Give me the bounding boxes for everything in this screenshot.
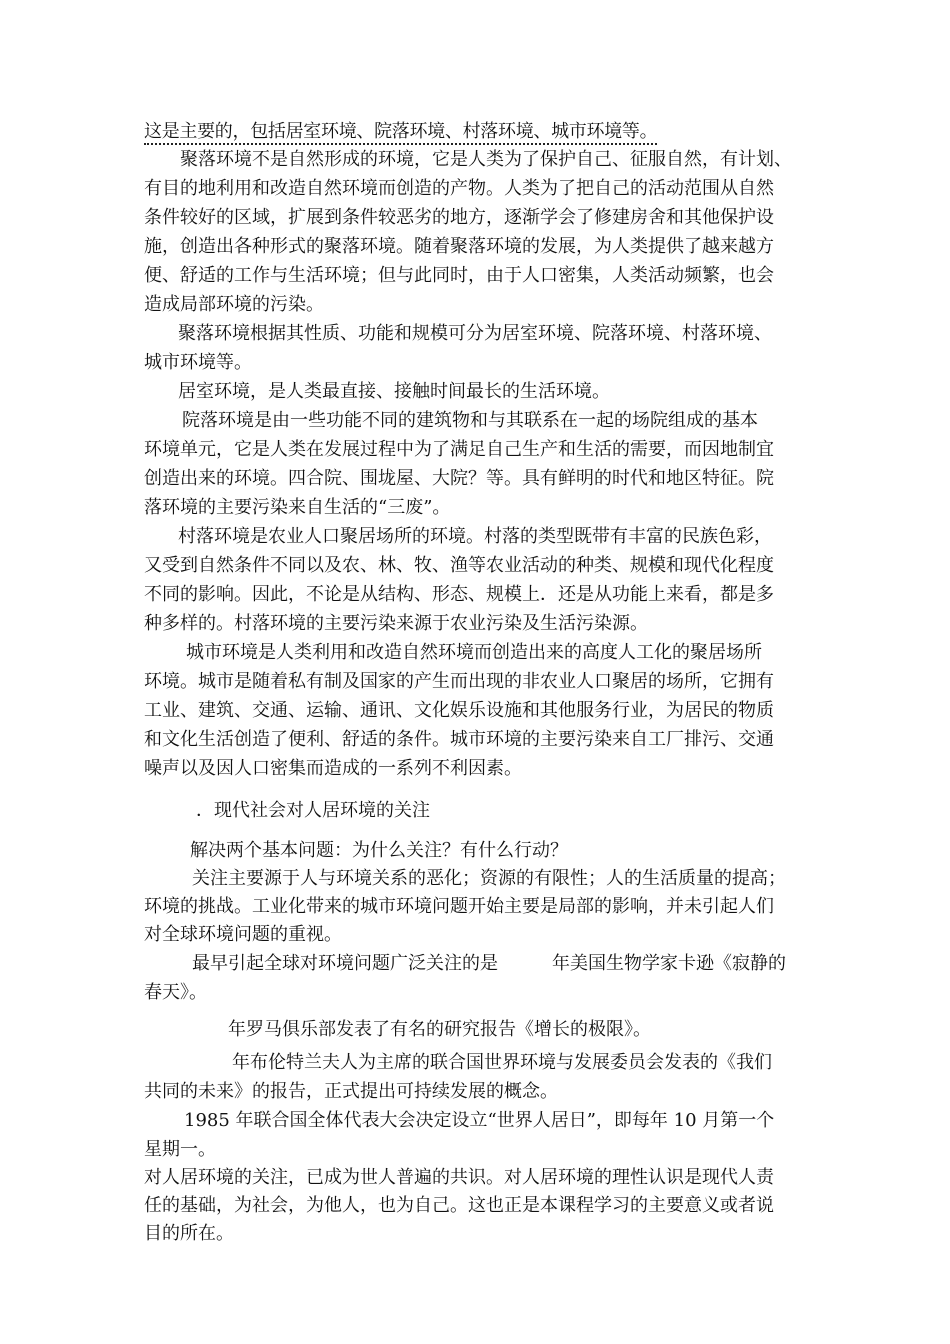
text-line: 环境。城市是随着私有制及国家的产生而出现的非农业人口聚居的场所，它拥有 [144, 671, 774, 692]
text-line: 目的所在。 [144, 1223, 234, 1244]
text-line: 又受到自然条件不同以及农、林、牧、渔等农业活动的种类、规模和现代化程度 [144, 555, 774, 576]
text-line: 城市环境是人类利用和改造自然环境而创造出来的高度人工化的聚居场所 [186, 642, 762, 663]
text-line: 春天》。 [144, 982, 207, 1003]
text-line: 造成局部环境的污染。 [144, 294, 324, 315]
text-line: 对人居环境的关注，已成为世人普遍的共识。对人居环境的理性认识是现代人责 [144, 1167, 774, 1188]
text-line [144, 120, 950, 144]
text-line: 共同的未来》的报告，正式提出可持续发展的概念。 [144, 1081, 558, 1102]
text-line: 创造出来的环境。四合院、围垅屋、大院？等。具有鲜明的时代和地区特征。院 [144, 468, 774, 489]
text-line: 工业、建筑、交通、运输、通讯、文化娱乐设施和其他服务行业，为居民的物质 [144, 700, 774, 721]
text-line: 1985 年联合国全体代表大会决定设立“世界人居日”，即每年 10 月第一个 [184, 1110, 775, 1131]
text-line: 年罗马俱乐部发表了有名的研究报告《增长的极限》。 [228, 1019, 651, 1040]
text-line: 院落环境是由一些功能不同的建筑物和与其联系在一起的场院组成的基本 [182, 410, 758, 431]
dotted-underlined-text: 这是主要的，包括居室环境、院落环境、村落环境、城市环境等。 [144, 121, 657, 145]
text-line: 居室环境，是人类最直接、接触时间最长的生活环境。 [178, 381, 610, 402]
text-line: 施，创造出各种形式的聚落环境。随着聚落环境的发展，为人类提供了越来越方 [144, 236, 774, 257]
text-line: 关注主要源于人与环境关系的恶化；资源的有限性；人的生活质量的提高； [192, 868, 786, 889]
text-line: 条件较好的区域，扩展到条件较恶劣的地方，逐渐学会了修建房舍和其他保护设 [144, 207, 774, 228]
text-line: 环境的挑战。工业化带来的城市环境问题开始主要是局部的影响，并未引起人们 [144, 896, 774, 917]
text-line: 环境单元，它是人类在发展过程中为了满足自己生产和生活的需要，而因地制宜 [144, 439, 774, 460]
text-line: 噪声以及因人口密集而造成的一系列不利因素。 [144, 758, 522, 779]
text-line: 聚落环境不是自然形成的环境，它是人类为了保护自己、征服自然，有计划、 [180, 149, 792, 170]
text-line: 不同的影响。因此，不论是从结构、形态、规模上．还是从功能上来看，都是多 [144, 584, 774, 605]
text-line: 城市环境等。 [144, 352, 252, 373]
text-line: 最早引起全球对环境问题广泛关注的是 年美国生物学家卡逊《寂静的 [192, 953, 786, 974]
section-heading: ．现代社会对人居环境的关注 [196, 800, 430, 821]
text-line: 聚落环境根据其性质、功能和规模可分为居室环境、院落环境、村落环境、 [178, 323, 772, 344]
text-line: 便、舒适的工作与生活环境；但与此同时，由于人口密集，人类活动频繁，也会 [144, 265, 774, 286]
text-line: 村落环境是农业人口聚居场所的环境。村落的类型既带有丰富的民族色彩， [178, 526, 772, 547]
text-line: 有目的地利用和改造自然环境而创造的产物。人类为了把自己的活动范围从自然 [144, 178, 774, 199]
text-line: 年布伦特兰夫人为主席的联合国世界环境与发展委员会发表的《我们 [232, 1052, 772, 1073]
text-line: 对全球环境问题的重视。 [144, 924, 342, 945]
text-line: 和文化生活创造了便利、舒适的条件。城市环境的主要污染来自工厂排污、交通 [144, 729, 774, 750]
text-line: 种多样的。村落环境的主要污染来源于农业污染及生活污染源。 [144, 613, 648, 634]
text-line: 落环境的主要污染来自生活的“三废”。 [144, 497, 451, 518]
text-line: 解决两个基本问题：为什么关注？有什么行动？ [190, 840, 568, 861]
text-line: 任的基础，为社会，为他人，也为自己。这也正是本课程学习的主要意义或者说 [144, 1195, 774, 1216]
text-line: 星期一。 [144, 1139, 216, 1160]
